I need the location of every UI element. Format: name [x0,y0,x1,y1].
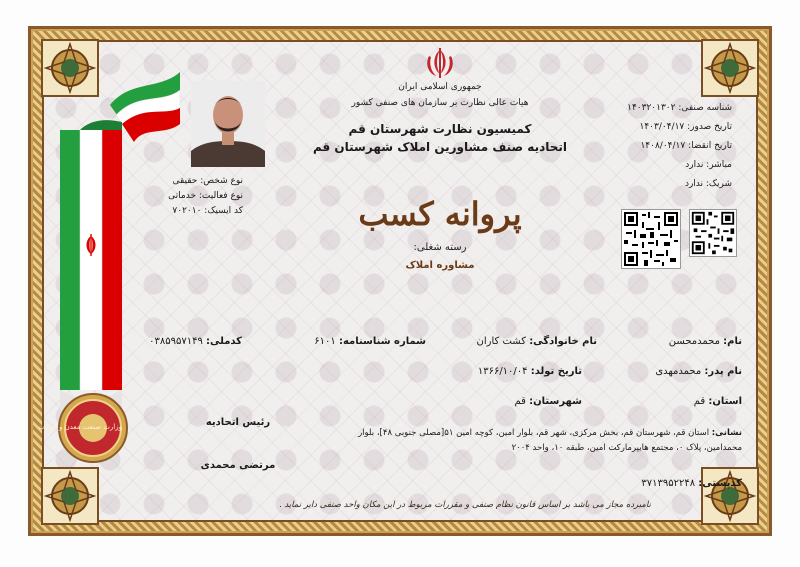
province-field [694,396,742,407]
last-name-field [477,336,597,347]
national-code-label: کدملی: [206,336,242,347]
address-value-1: استان قم، شهرستان قم، بخش مرکزی، شهر قم، بلوار امین، کوچه امین ۵۱[مصلی جنوبی ۴۸]، بلوار [358,428,710,438]
iran-emblem-icon [423,46,457,80]
address-line-1 [358,428,742,438]
holder-photo [191,81,265,167]
issue-date: تاریخ صدور: ۱۴۰۳/۰۴/۱۷ [639,122,732,132]
corner-ornament [700,38,760,98]
isic-code: کد ایسیک: ۷۰۲۰۱۰ [172,206,243,216]
person-kind: نوع شخص: حقیقی [172,176,243,186]
corner-ornament [700,466,760,526]
postal-code-value: ۳۷۱۳۹۵۲۲۴۸ [641,478,696,489]
id-number-field [314,336,426,347]
postal-code-field [641,478,742,489]
birth-date-label: تاریخ تولد: [530,366,582,377]
activity-kind: نوع فعالیت: خدماتی [168,191,243,201]
father-name-field [655,366,742,377]
footer-note: نامبرده مجاز می باشد بر اساس قانون نظام صنفی و مقررات مربوط در این مکان واحد صنفی دایر نماید . [279,500,651,510]
signatory-title: رئیس اتحادیه [205,417,271,428]
id-number-label: شماره شناسنامه: [338,336,426,347]
national-code-value: ۰۳۸۵۹۵۷۱۴۹ [149,336,203,347]
commission-text: کمیسیون نظارت شهرستان قم [348,122,532,136]
postal-code-label: کدپستی: [698,478,742,489]
father-name-label: نام پدر: [704,366,742,377]
seal-text: وزارت صنعت معدن و تجارت [38,423,122,431]
national-code-field [149,336,242,347]
partner-status: شریک: ندارد [684,179,732,189]
category-label: رسته شغلی: [413,242,467,253]
province-label: استان: [708,396,742,407]
supreme-board-text: هیات عالی نظارت بر سازمان های صنفی کشور [351,98,529,108]
address-line-2: محمدامین، پلاک ۰، مجتمع هایپرمارکت امین، طبقه ۱۰، واحد ۲۰۰۴ [511,443,742,453]
last-name-value: کشت کاران [476,336,526,347]
first-name-value: محمدمحسن [668,336,720,347]
signatory-name: مرتضی محمدی [200,460,276,471]
qr-code[interactable] [689,209,737,257]
category-value: مشاوره املاک [405,260,475,271]
id-number-value: ۶۱۰۱ [314,336,336,347]
republic-text: جمهوری اسلامی ایران [398,82,482,92]
province-value: قم [693,396,706,407]
address-label: نشانی: [711,428,742,438]
birth-date-value: ۱۳۶۶/۱۰/۰۴ [477,366,528,377]
expiry-date: تاریخ انقضا: ۱۴۰۸/۰۴/۱۷ [640,141,732,151]
father-name-value: محمدمهدی [655,366,702,377]
first-name-field [669,336,742,347]
last-name-label: نام خانوادگی: [529,336,597,347]
manager-status: مباشر: ندارد [685,160,732,170]
qr-code[interactable] [621,209,681,269]
first-name-label: نام: [723,336,742,347]
union-text: اتحادیه صنف مشاورین املاک شهرستان قم [312,140,568,154]
license-id: شناسه صنفی: ۱۴۰۳۲۰۱۳۰۲ [627,103,732,113]
city-value: قم [514,396,526,407]
birth-date-field [478,366,582,377]
city-label: شهرستان: [529,396,582,407]
city-field [515,396,583,407]
page-title: پروانه کسب [358,195,522,233]
